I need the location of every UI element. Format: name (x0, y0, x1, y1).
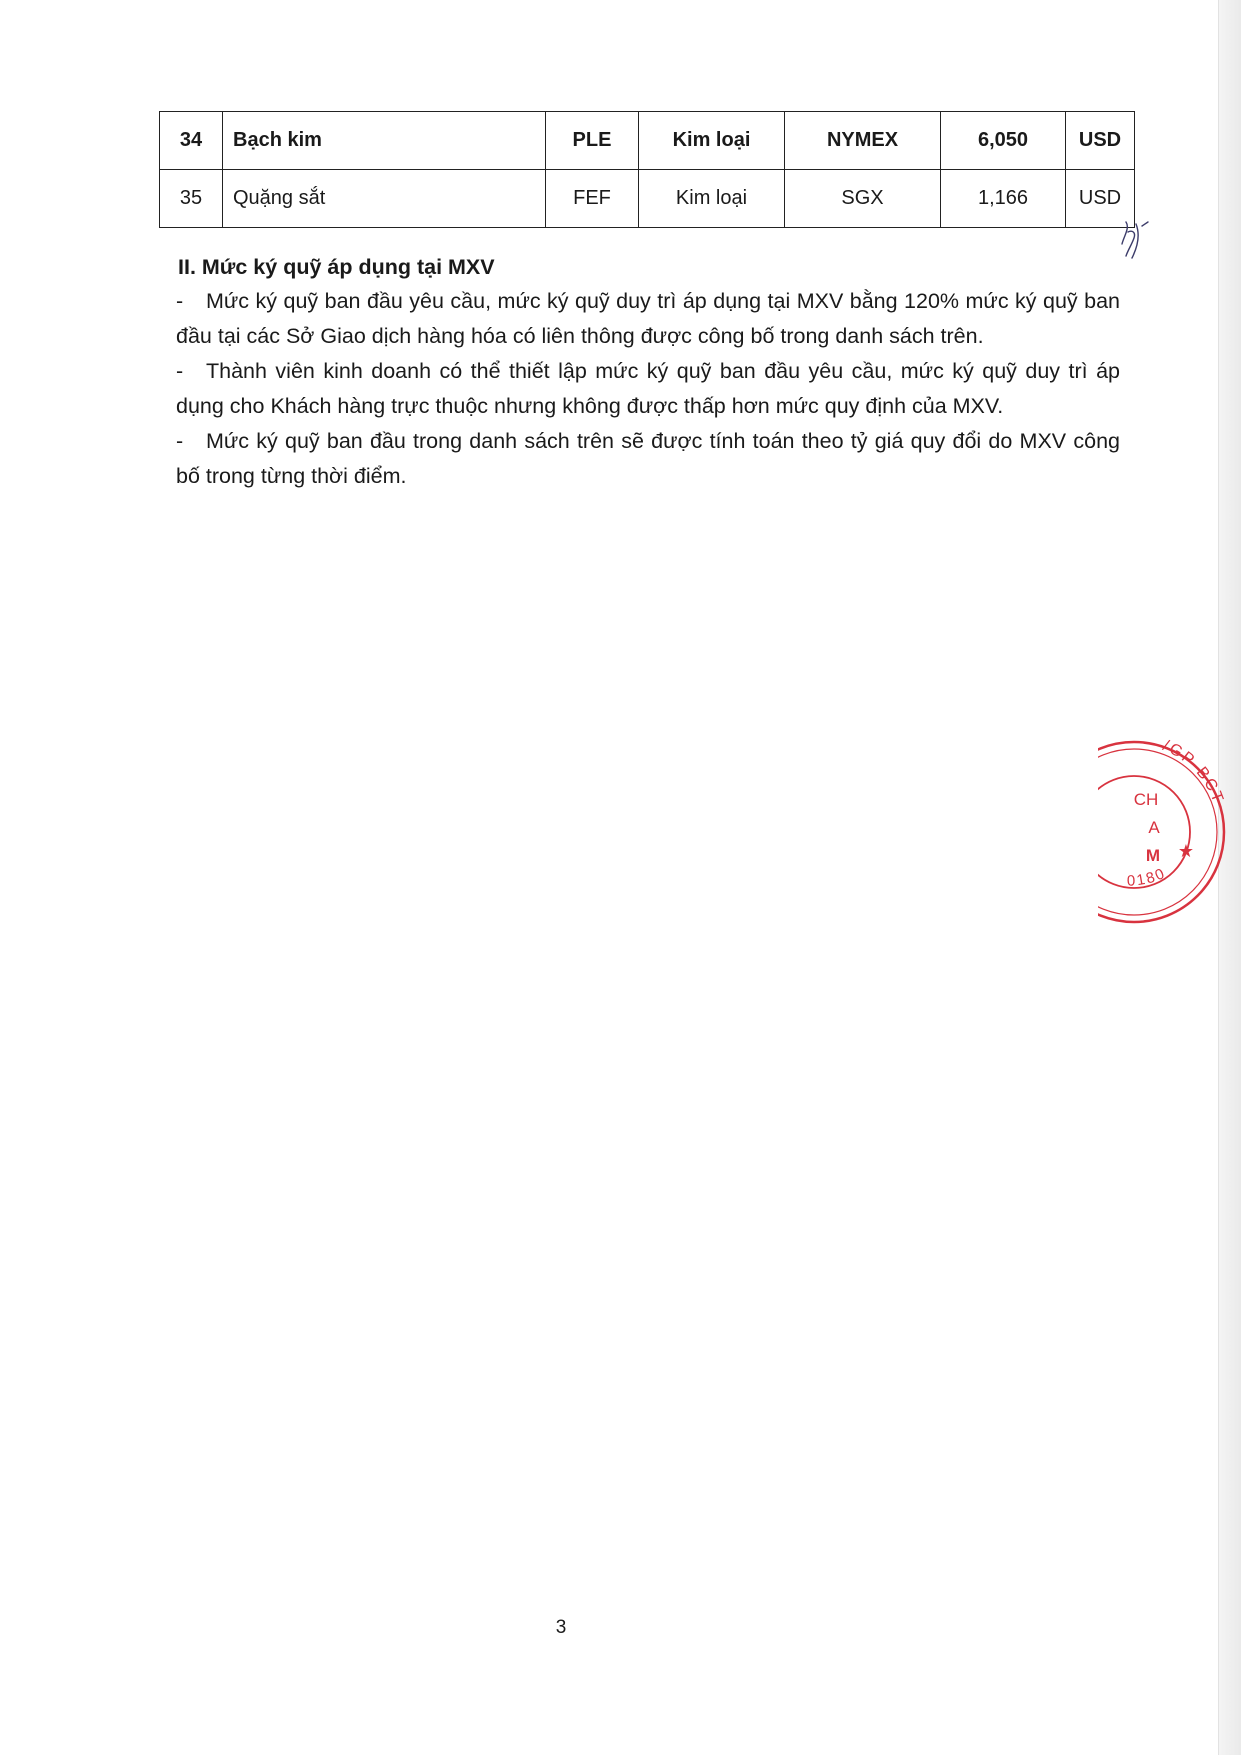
seal-line-3: M (1145, 846, 1161, 865)
list-dash: - (176, 359, 184, 383)
cell-exchange: SGX (785, 170, 941, 228)
list-dash: - (176, 289, 184, 313)
section-item-text: Mức ký quỹ ban đầu yêu cầu, mức ký quỹ duy trì áp dụng tại MXV bằng 120% mức ký quỹ ban đầu tại các Sở Giao dịch hàng hóa có liên thông được công bố trong danh sách trên. (176, 289, 1120, 348)
section-item-text: Mức ký quỹ ban đầu trong danh sách trên sẽ được tính toán theo tỷ giá quy đổi do MXV công bố trong từng thời điểm. (176, 429, 1120, 488)
handwritten-initials (1118, 218, 1158, 265)
cell-currency: USD (1066, 170, 1135, 228)
cell-currency: USD (1066, 112, 1135, 170)
list-dash: - (176, 429, 184, 453)
company-seal (1098, 705, 1228, 935)
seal-line-1: CH (1133, 790, 1159, 809)
section-item (176, 284, 1120, 354)
cell-group: Kim loại (639, 112, 785, 170)
cell-code: PLE (546, 112, 639, 170)
section-item (176, 354, 1120, 424)
star-icon: ★ (1177, 841, 1195, 861)
svg-text:0180 (1127, 865, 1169, 890)
table-row (160, 112, 1135, 170)
cell-name: Quặng sắt (223, 170, 546, 228)
cell-margin: 6,050 (941, 112, 1066, 170)
page-number: 3 (555, 1617, 567, 1638)
cell-group: Kim loại (639, 170, 785, 228)
section-item (176, 424, 1120, 494)
cell-code: FEF (546, 170, 639, 228)
cell-margin: 1,166 (941, 170, 1066, 228)
cell-no: 34 (160, 112, 223, 170)
cell-name: Bạch kim (223, 112, 546, 170)
section-heading: II. Mức ký quỹ áp dụng tại MXV (178, 255, 495, 279)
seal-arc-text: /GP-BCT (1160, 737, 1227, 807)
margin-section (176, 250, 1120, 494)
svg-text:/GP-BCT (1160, 737, 1226, 806)
table-row (160, 170, 1135, 228)
section-item-text: Thành viên kinh doanh có thể thiết lập mức ký quỹ ban đầu yêu cầu, mức ký quỹ duy trì áp dụng cho Khách hàng trực thuộc nhưng không được thấp hơn mức quy định của MXV. (176, 359, 1120, 418)
margin-table (159, 111, 1135, 228)
cell-exchange: NYMEX (785, 112, 941, 170)
seal-number: 0180 (1126, 864, 1169, 890)
cell-no: 35 (160, 170, 223, 228)
seal-line-2: A (1148, 818, 1160, 837)
